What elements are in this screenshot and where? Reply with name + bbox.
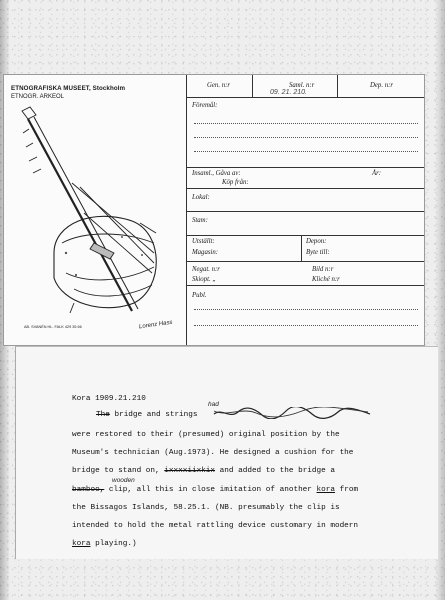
note-line-3: Museum's technician (Aug.1973). He designed a cushion for the xyxy=(72,449,354,457)
saml-nr-label: Saml. n:r xyxy=(289,82,315,89)
note-line-2: were restored to their (presumed) original position by the xyxy=(72,431,340,439)
note-line-7: intended to hold the metal rattling device customary in modern xyxy=(72,522,359,530)
utstallt-label: Utställt: xyxy=(192,238,215,245)
note-line-5: bamboo, clip, all this in close imitation of another kora from xyxy=(72,486,359,494)
catalog-card xyxy=(3,74,425,346)
card-divider xyxy=(186,75,187,345)
print-code: AB. SVANÉN HL. FALK 429 35 66 xyxy=(24,325,82,329)
kliche-nr-label: Kliché n:r xyxy=(312,276,340,283)
foremal-label: Föremål: xyxy=(192,102,218,109)
saml-nr-value: 09. 21. 210. xyxy=(270,89,307,96)
typed-note-sheet xyxy=(15,346,438,559)
depon-label: Depon: xyxy=(306,238,327,245)
note-line-4: bridge to stand on, ixxxxiixkix and added to the bridge a xyxy=(72,467,335,475)
byte-till-label: Byte till: xyxy=(306,249,330,256)
negat-nr-label: Negat. n:r xyxy=(192,266,220,273)
gen-nr-label: Gen. n:r xyxy=(207,82,231,89)
kora-drawing xyxy=(14,103,179,331)
insert-had: had xyxy=(208,401,219,408)
note-title: Kora 1909.21.210 xyxy=(72,395,146,403)
lokal-label: Lokal: xyxy=(192,194,210,201)
ar-label: År: xyxy=(372,170,382,177)
header-rule xyxy=(186,97,424,98)
publ-label: Publ. xyxy=(192,292,207,299)
signature: Lorenz Hass xyxy=(138,319,173,331)
dep-nr-label: Dep. n:r xyxy=(370,82,394,89)
kop-fran-label: Köp från: xyxy=(222,179,249,186)
note-line-1: The bridge and strings xyxy=(96,411,198,419)
skiopt-label: Skiopt. „ xyxy=(192,276,217,283)
insaml-label: Insaml., Gåva av: xyxy=(192,170,241,177)
insert-wooden: wooden xyxy=(112,477,135,484)
museum-name: ETNOGRAFISKA MUSEET, Stockholm xyxy=(11,85,126,92)
scribble-out xyxy=(212,407,372,419)
department-name: ETNOGR. ARKEOL xyxy=(11,94,65,100)
stam-label: Stam: xyxy=(192,217,208,224)
bild-nr-label: Bild n:r xyxy=(312,266,334,273)
note-line-6: the Bissagos Islands, 58.25.1. (NB. presumably the clip is xyxy=(72,504,340,512)
note-line-8: kora playing.) xyxy=(72,540,137,548)
magasin-label: Magasin: xyxy=(192,249,219,256)
